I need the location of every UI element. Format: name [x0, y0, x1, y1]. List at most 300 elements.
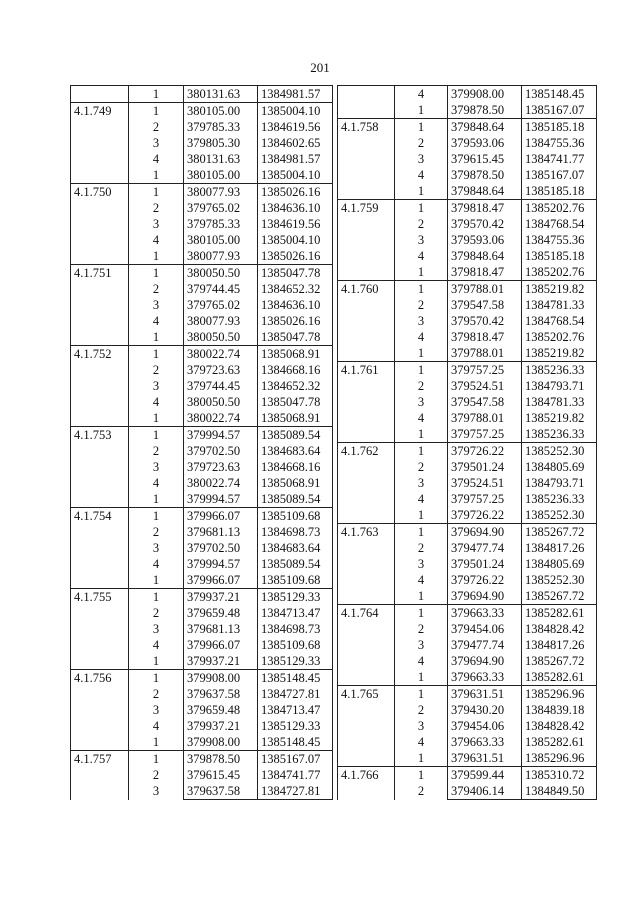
y-coordinate: 1384683.64 [258, 540, 333, 556]
point-number: 3 [417, 557, 425, 571]
point-number: 3 [152, 784, 160, 798]
point-number: 1 [129, 184, 184, 201]
point-number: 1 [152, 654, 160, 668]
point-number: 2 [417, 541, 425, 555]
y-coordinate: 1385068.91 [258, 475, 333, 491]
y-coordinate: 1384755.36 [522, 232, 597, 248]
point-number: 1 [129, 86, 184, 103]
y-coordinate: 1384768.54 [522, 313, 597, 329]
point-number: 2 [152, 444, 160, 458]
point-number: 1 [152, 330, 160, 344]
x-coordinate: 380131.63 [184, 86, 258, 103]
x-coordinate: 379406.14 [448, 783, 522, 800]
point-number: 1 [152, 249, 160, 263]
x-coordinate: 380105.00 [184, 167, 258, 184]
point-number: 4 [417, 411, 425, 425]
point-number: 1 [395, 362, 448, 379]
parcel-id: 4.1.761 [338, 362, 395, 443]
table-row [71, 508, 333, 525]
point-number: 3 [152, 298, 160, 312]
point-number: 3 [417, 719, 425, 733]
y-coordinate: 1384619.56 [258, 119, 333, 135]
x-coordinate: 380077.93 [184, 313, 258, 329]
x-coordinate: 379454.06 [448, 718, 522, 734]
point-number: 2 [152, 282, 160, 296]
point-number: 1 [395, 200, 448, 217]
x-coordinate: 380077.93 [184, 184, 258, 201]
point-number: 4 [152, 233, 160, 247]
table-row [338, 767, 597, 784]
point-number: 1 [129, 751, 184, 768]
point-number: 2 [417, 460, 425, 474]
y-coordinate: 1384652.32 [258, 378, 333, 394]
point-number: 4 [417, 573, 425, 587]
parcel-id: 4.1.760 [338, 281, 395, 362]
y-coordinate: 1385185.18 [522, 119, 597, 136]
point-number: 4 [417, 735, 425, 749]
parcel-id: 4.1.758 [338, 119, 395, 200]
point-number: 1 [417, 346, 425, 360]
point-number: 1 [417, 508, 425, 522]
point-number: 4 [152, 476, 160, 490]
x-coordinate: 380131.63 [184, 151, 258, 167]
point-number: 4 [152, 395, 160, 409]
point-number: 3 [417, 638, 425, 652]
y-coordinate: 1384793.71 [522, 475, 597, 491]
y-coordinate: 1384713.47 [258, 605, 333, 621]
parcel-id: 4.1.757 [71, 751, 129, 800]
coordinates-table-left-body [71, 86, 333, 800]
x-coordinate: 379757.25 [448, 426, 522, 443]
x-coordinate: 379702.50 [184, 443, 258, 459]
x-coordinate: 379694.90 [448, 653, 522, 669]
y-coordinate: 1384781.33 [522, 394, 597, 410]
x-coordinate: 379681.13 [184, 621, 258, 637]
y-coordinate: 1384839.18 [522, 702, 597, 718]
x-coordinate: 379878.50 [448, 167, 522, 183]
y-coordinate: 1385068.91 [258, 410, 333, 427]
y-coordinate: 1385047.78 [258, 265, 333, 282]
y-coordinate: 1384768.54 [522, 216, 597, 232]
y-coordinate: 1385004.10 [258, 167, 333, 184]
y-coordinate: 1385047.78 [258, 394, 333, 410]
parcel-id [338, 86, 395, 119]
table-row [71, 751, 333, 768]
y-coordinate: 1385004.10 [258, 103, 333, 120]
x-coordinate: 379723.63 [184, 362, 258, 378]
x-coordinate: 379908.00 [184, 734, 258, 751]
x-coordinate: 379818.47 [448, 329, 522, 345]
y-coordinate: 1384668.16 [258, 362, 333, 378]
y-coordinate: 1384698.73 [258, 524, 333, 540]
y-coordinate: 1385202.76 [522, 200, 597, 217]
x-coordinate: 379570.42 [448, 313, 522, 329]
y-coordinate: 1385236.33 [522, 362, 597, 379]
y-coordinate: 1384698.73 [258, 621, 333, 637]
point-number: 1 [417, 103, 425, 117]
point-number: 4 [152, 719, 160, 733]
point-number: 1 [417, 589, 425, 603]
parcel-id: 4.1.762 [338, 443, 395, 524]
point-number: 2 [152, 687, 160, 701]
point-number: 2 [417, 622, 425, 636]
point-number: 3 [417, 476, 425, 490]
y-coordinate: 1385129.33 [258, 589, 333, 606]
y-coordinate: 1384828.42 [522, 621, 597, 637]
table-row [71, 265, 333, 282]
x-coordinate: 379788.01 [448, 410, 522, 426]
point-number: 1 [129, 103, 184, 120]
point-number: 3 [417, 314, 425, 328]
y-coordinate: 1384619.56 [258, 216, 333, 232]
y-coordinate: 1385202.76 [522, 264, 597, 281]
point-number: 1 [129, 346, 184, 363]
x-coordinate: 379570.42 [448, 216, 522, 232]
point-number: 3 [152, 622, 160, 636]
x-coordinate: 379765.02 [184, 200, 258, 216]
point-number: 2 [152, 363, 160, 377]
point-number: 1 [417, 265, 425, 279]
y-coordinate: 1385236.33 [522, 491, 597, 507]
x-coordinate: 379454.06 [448, 621, 522, 637]
table-row [338, 443, 597, 460]
parcel-id: 4.1.749 [71, 103, 129, 184]
y-coordinate: 1384849.50 [522, 783, 597, 800]
table-row [71, 670, 333, 687]
x-coordinate: 379501.24 [448, 556, 522, 572]
parcel-id [71, 86, 129, 103]
y-coordinate: 1384781.33 [522, 297, 597, 313]
point-number: 1 [129, 670, 184, 687]
y-coordinate: 1384741.77 [522, 151, 597, 167]
x-coordinate: 379785.33 [184, 216, 258, 232]
x-coordinate: 379726.22 [448, 443, 522, 460]
x-coordinate: 379637.58 [184, 783, 258, 800]
y-coordinate: 1385252.30 [522, 443, 597, 460]
parcel-id: 4.1.752 [71, 346, 129, 427]
y-coordinate: 1385089.54 [258, 427, 333, 444]
x-coordinate: 379818.47 [448, 200, 522, 217]
x-coordinate: 379524.51 [448, 475, 522, 491]
x-coordinate: 379757.25 [448, 491, 522, 507]
y-coordinate: 1385296.96 [522, 750, 597, 767]
point-number: 2 [152, 606, 160, 620]
point-number: 1 [129, 589, 184, 606]
coordinates-table-right [337, 85, 597, 800]
y-coordinate: 1384636.10 [258, 200, 333, 216]
x-coordinate: 379908.00 [184, 670, 258, 687]
x-coordinate: 379663.33 [448, 734, 522, 750]
point-number: 1 [417, 670, 425, 684]
y-coordinate: 1385148.45 [258, 734, 333, 751]
x-coordinate: 379966.07 [184, 637, 258, 653]
point-number: 1 [395, 281, 448, 298]
x-coordinate: 379818.47 [448, 264, 522, 281]
table-row [71, 184, 333, 201]
x-coordinate: 379966.07 [184, 572, 258, 589]
x-coordinate: 379663.33 [448, 605, 522, 622]
table-row [338, 86, 597, 103]
x-coordinate: 379757.25 [448, 362, 522, 379]
x-coordinate: 379599.44 [448, 767, 522, 784]
point-number: 3 [152, 379, 160, 393]
y-coordinate: 1384755.36 [522, 135, 597, 151]
x-coordinate: 379631.51 [448, 686, 522, 703]
x-coordinate: 379937.21 [184, 589, 258, 606]
parcel-id: 4.1.753 [71, 427, 129, 508]
point-number: 4 [395, 86, 448, 103]
y-coordinate: 1384727.81 [258, 686, 333, 702]
x-coordinate: 379994.57 [184, 556, 258, 572]
x-coordinate: 380105.00 [184, 103, 258, 120]
point-number: 2 [417, 136, 425, 150]
point-number: 3 [152, 217, 160, 231]
x-coordinate: 379593.06 [448, 135, 522, 151]
point-number: 1 [395, 767, 448, 784]
x-coordinate: 379702.50 [184, 540, 258, 556]
point-number: 1 [395, 605, 448, 622]
table-row [338, 362, 597, 379]
y-coordinate: 1385148.45 [522, 86, 597, 103]
coordinates-table-left [70, 85, 333, 800]
x-coordinate: 379788.01 [448, 345, 522, 362]
point-number: 2 [417, 217, 425, 231]
x-coordinate: 379994.57 [184, 491, 258, 508]
point-number: 1 [129, 265, 184, 282]
x-coordinate: 379805.30 [184, 135, 258, 151]
y-coordinate: 1385282.61 [522, 734, 597, 750]
table-row [338, 200, 597, 217]
point-number: 1 [417, 184, 425, 198]
point-number: 1 [417, 751, 425, 765]
y-coordinate: 1385202.76 [522, 329, 597, 345]
x-coordinate: 380050.50 [184, 265, 258, 282]
y-coordinate: 1385219.82 [522, 281, 597, 298]
point-number: 4 [152, 152, 160, 166]
y-coordinate: 1385267.72 [522, 524, 597, 541]
point-number: 1 [129, 508, 184, 525]
table-row [71, 86, 333, 103]
table-row [338, 281, 597, 298]
x-coordinate: 379994.57 [184, 427, 258, 444]
y-coordinate: 1385026.16 [258, 248, 333, 265]
point-number: 3 [417, 395, 425, 409]
y-coordinate: 1385148.45 [258, 670, 333, 687]
y-coordinate: 1384805.69 [522, 556, 597, 572]
y-coordinate: 1385252.30 [522, 507, 597, 524]
y-coordinate: 1385109.68 [258, 637, 333, 653]
point-number: 2 [417, 298, 425, 312]
x-coordinate: 380022.74 [184, 475, 258, 491]
y-coordinate: 1385219.82 [522, 410, 597, 426]
x-coordinate: 379663.33 [448, 669, 522, 686]
x-coordinate: 380050.50 [184, 394, 258, 410]
x-coordinate: 379878.50 [184, 751, 258, 768]
y-coordinate: 1384793.71 [522, 378, 597, 394]
point-number: 3 [417, 152, 425, 166]
x-coordinate: 380050.50 [184, 329, 258, 346]
x-coordinate: 379744.45 [184, 378, 258, 394]
point-number: 4 [417, 330, 425, 344]
x-coordinate: 379547.58 [448, 297, 522, 313]
y-coordinate: 1385129.33 [258, 653, 333, 670]
x-coordinate: 379937.21 [184, 653, 258, 670]
x-coordinate: 379723.63 [184, 459, 258, 475]
y-coordinate: 1385282.61 [522, 605, 597, 622]
table-row [71, 346, 333, 363]
point-number: 2 [152, 201, 160, 215]
x-coordinate: 379878.50 [448, 102, 522, 119]
point-number: 1 [129, 427, 184, 444]
coordinates-table-right-body [338, 86, 597, 800]
point-number: 1 [395, 686, 448, 703]
table-row [338, 524, 597, 541]
y-coordinate: 1384828.42 [522, 718, 597, 734]
y-coordinate: 1385310.72 [522, 767, 597, 784]
table-row [71, 589, 333, 606]
table-row [71, 103, 333, 120]
point-number: 1 [152, 411, 160, 425]
x-coordinate: 379477.74 [448, 637, 522, 653]
point-number: 2 [152, 120, 160, 134]
x-coordinate: 379937.21 [184, 718, 258, 734]
y-coordinate: 1385047.78 [258, 329, 333, 346]
x-coordinate: 379785.33 [184, 119, 258, 135]
point-number: 1 [152, 168, 160, 182]
table-row [338, 119, 597, 136]
point-number: 2 [417, 784, 425, 798]
y-coordinate: 1385267.72 [522, 653, 597, 669]
x-coordinate: 379788.01 [448, 281, 522, 298]
point-number: 1 [152, 573, 160, 587]
point-number: 2 [152, 525, 160, 539]
point-number: 2 [417, 703, 425, 717]
y-coordinate: 1384668.16 [258, 459, 333, 475]
x-coordinate: 380022.74 [184, 346, 258, 363]
point-number: 4 [152, 314, 160, 328]
parcel-id: 4.1.763 [338, 524, 395, 605]
x-coordinate: 379501.24 [448, 459, 522, 475]
y-coordinate: 1385129.33 [258, 718, 333, 734]
y-coordinate: 1385185.18 [522, 248, 597, 264]
x-coordinate: 379547.58 [448, 394, 522, 410]
point-number: 1 [395, 524, 448, 541]
x-coordinate: 379659.48 [184, 702, 258, 718]
parcel-id: 4.1.750 [71, 184, 129, 265]
x-coordinate: 379659.48 [184, 605, 258, 621]
x-coordinate: 379726.22 [448, 572, 522, 588]
x-coordinate: 380105.00 [184, 232, 258, 248]
x-coordinate: 379615.45 [448, 151, 522, 167]
y-coordinate: 1385296.96 [522, 686, 597, 703]
point-number: 3 [152, 136, 160, 150]
y-coordinate: 1385282.61 [522, 669, 597, 686]
x-coordinate: 379848.64 [448, 183, 522, 200]
point-number: 4 [417, 168, 425, 182]
y-coordinate: 1384805.69 [522, 459, 597, 475]
y-coordinate: 1385026.16 [258, 313, 333, 329]
y-coordinate: 1385167.07 [258, 751, 333, 768]
y-coordinate: 1385109.68 [258, 508, 333, 525]
table-row [71, 427, 333, 444]
x-coordinate: 379593.06 [448, 232, 522, 248]
point-number: 1 [395, 119, 448, 136]
parcel-id: 4.1.755 [71, 589, 129, 670]
x-coordinate: 379966.07 [184, 508, 258, 525]
x-coordinate: 379694.90 [448, 524, 522, 541]
point-number: 1 [395, 443, 448, 460]
x-coordinate: 379848.64 [448, 248, 522, 264]
y-coordinate: 1385236.33 [522, 426, 597, 443]
y-coordinate: 1385089.54 [258, 491, 333, 508]
point-number: 3 [152, 541, 160, 555]
y-coordinate: 1384636.10 [258, 297, 333, 313]
x-coordinate: 379681.13 [184, 524, 258, 540]
point-number: 2 [417, 379, 425, 393]
y-coordinate: 1384981.57 [258, 86, 333, 103]
point-number: 2 [152, 768, 160, 782]
x-coordinate: 379694.90 [448, 588, 522, 605]
point-number: 1 [152, 735, 160, 749]
x-coordinate: 379615.45 [184, 767, 258, 783]
y-coordinate: 1384727.81 [258, 783, 333, 800]
point-number: 4 [152, 638, 160, 652]
y-coordinate: 1385026.16 [258, 184, 333, 201]
point-number: 3 [152, 460, 160, 474]
y-coordinate: 1385267.72 [522, 588, 597, 605]
y-coordinate: 1385167.07 [522, 102, 597, 119]
y-coordinate: 1384683.64 [258, 443, 333, 459]
y-coordinate: 1385068.91 [258, 346, 333, 363]
parcel-id: 4.1.756 [71, 670, 129, 751]
x-coordinate: 379631.51 [448, 750, 522, 767]
x-coordinate: 379744.45 [184, 281, 258, 297]
y-coordinate: 1385167.07 [522, 167, 597, 183]
point-number: 3 [152, 703, 160, 717]
x-coordinate: 379637.58 [184, 686, 258, 702]
y-coordinate: 1385004.10 [258, 232, 333, 248]
y-coordinate: 1384713.47 [258, 702, 333, 718]
y-coordinate: 1384602.65 [258, 135, 333, 151]
x-coordinate: 380077.93 [184, 248, 258, 265]
point-number: 1 [152, 492, 160, 506]
point-number: 4 [417, 249, 425, 263]
y-coordinate: 1384817.26 [522, 637, 597, 653]
parcel-id: 4.1.764 [338, 605, 395, 686]
y-coordinate: 1385252.30 [522, 572, 597, 588]
y-coordinate: 1384817.26 [522, 540, 597, 556]
parcel-id: 4.1.766 [338, 767, 395, 800]
point-number: 3 [417, 233, 425, 247]
x-coordinate: 379726.22 [448, 507, 522, 524]
table-row [338, 605, 597, 622]
parcel-id: 4.1.754 [71, 508, 129, 589]
point-number: 4 [417, 492, 425, 506]
x-coordinate: 379908.00 [448, 86, 522, 103]
parcel-id: 4.1.765 [338, 686, 395, 767]
x-coordinate: 379524.51 [448, 378, 522, 394]
y-coordinate: 1385185.18 [522, 183, 597, 200]
y-coordinate: 1384981.57 [258, 151, 333, 167]
x-coordinate: 379848.64 [448, 119, 522, 136]
x-coordinate: 380022.74 [184, 410, 258, 427]
parcel-id: 4.1.751 [71, 265, 129, 346]
x-coordinate: 379430.20 [448, 702, 522, 718]
point-number: 4 [417, 654, 425, 668]
y-coordinate: 1385109.68 [258, 572, 333, 589]
y-coordinate: 1384652.32 [258, 281, 333, 297]
point-number: 4 [152, 557, 160, 571]
